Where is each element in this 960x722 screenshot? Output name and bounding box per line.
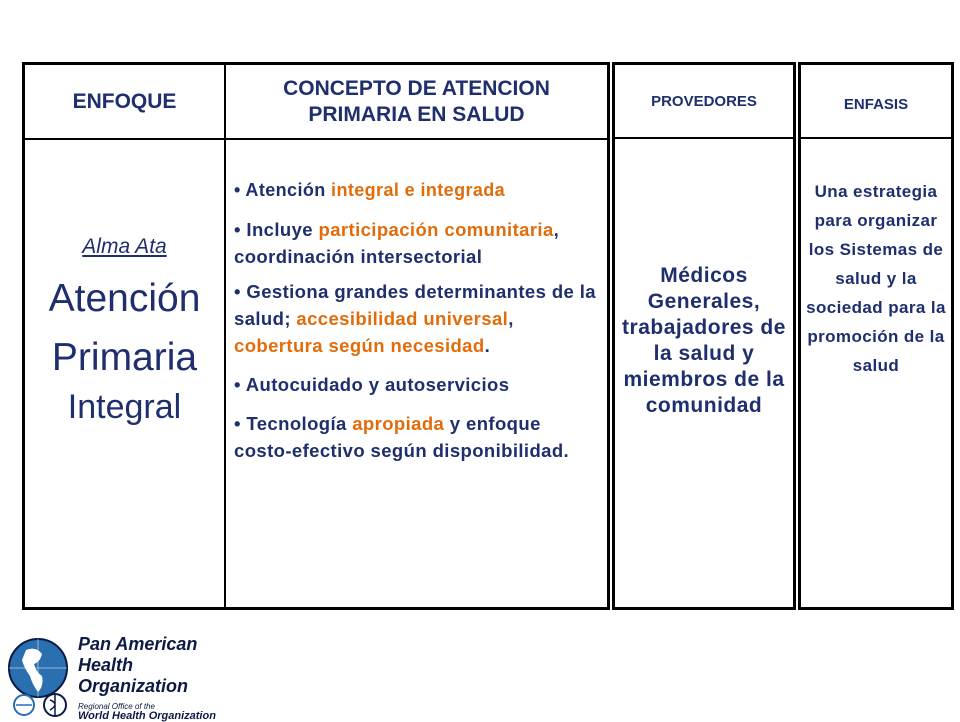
enfoque-header: ENFOQUE [72, 89, 177, 113]
bullet-item: • Incluye participación comunitaria, coordinación intersectorial [234, 219, 560, 267]
enfoque-cell [25, 140, 224, 607]
bullet-item: • Autocuidado y autoservicios [234, 374, 510, 395]
bullet-item: • Atención integral e integrada [234, 180, 506, 200]
bullet-item: • Tecnología apropiada y enfoque costo-efectivo según disponibilidad. [234, 413, 570, 461]
laurel-icon [10, 692, 38, 718]
emphasis-table [798, 62, 954, 610]
logo-subtitle: World Health Organization [78, 710, 216, 722]
emphasis-header: ENFASIS [843, 95, 909, 113]
emphasis-text: Una estrategia para organizar los Sistemas de salud y la sociedad para la promoción de la salud [806, 182, 946, 375]
enfoque-line2: Primaria [51, 336, 198, 379]
concept-table [22, 62, 610, 610]
providers-table [612, 62, 796, 610]
header-divider [615, 137, 793, 139]
concept-bullet-list [234, 177, 597, 476]
concepto-header-line1: CONCEPTO DE ATENCION [283, 76, 550, 100]
concepto-header-line2: PRIMARIA EN SALUD [308, 102, 525, 126]
globe-icon [6, 636, 70, 700]
bullet-item: • Gestiona grandes determinantes de la salud; accesibilidad universal, cobertura según necesidad. [234, 281, 596, 356]
alma-ata-label: Alma Ata [82, 235, 167, 258]
logo-name: Pan American Health Organization [78, 634, 198, 696]
enfoque-line1: Atención [48, 277, 201, 320]
providers-text: Médicos Generales, trabajadores de la salud y miembros de la comunidad [622, 264, 786, 417]
enfoque-line3: Integral [67, 388, 182, 426]
logo-subtitle-small: Regional Office of the [78, 702, 155, 711]
providers-header: PROVEDORES [651, 92, 757, 110]
who-emblem-icon [40, 692, 70, 718]
concepto-header [226, 65, 607, 138]
column-divider [224, 65, 226, 607]
paho-logo [6, 632, 226, 720]
